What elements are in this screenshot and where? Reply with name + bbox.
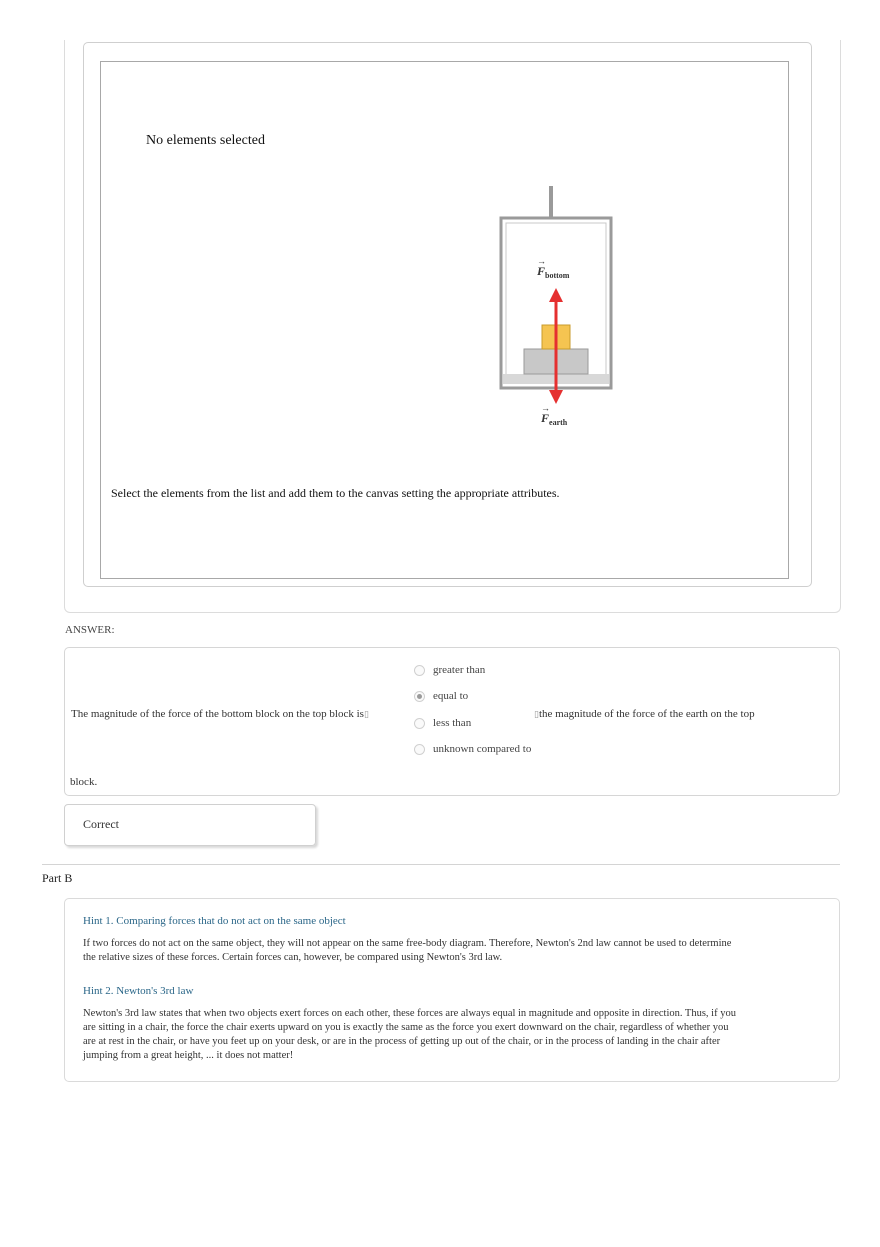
statement-start: The magnitude of the force of the bottom block on the top block is▯ (71, 708, 369, 720)
canvas-instruction: Select the elements from the list and add them to the canvas setting the appropriate attributes. (111, 486, 560, 500)
force-arrowhead-down (549, 390, 563, 404)
statement-end: ▯the magnitude of the force of the earth on the top (534, 708, 755, 720)
drawing-canvas[interactable] (100, 61, 789, 579)
option-label: less than (433, 717, 472, 729)
option-unknown-compared-to[interactable] (414, 743, 531, 755)
radio-equal-to[interactable] (414, 691, 425, 702)
radio-less-than[interactable] (414, 718, 425, 729)
elevator-figure (497, 182, 617, 427)
radio-greater-than[interactable] (414, 665, 425, 676)
option-equal-to[interactable] (414, 690, 468, 702)
hint-2-text: Newton's 3rd law states that when two objects exert forces on each other, these forces are always equal in magnitude and opposite in direction. Thus, if you are sitting in a chair, the force the chair exerts upward on you is exactly the same as the force you exert downward on the chair, regardless of whether you are at rest in the chair, or have you feet up on your desk, or are in the process of getting up out of the chair, or in the process of landing in the chair after jumping from a great height, ... it does not matter! (83, 1008, 736, 1061)
answer-label: ANSWER: (65, 624, 115, 636)
option-label: greater than (433, 664, 486, 676)
option-label: unknown compared to (433, 743, 532, 755)
part-b-title: Part B (42, 871, 73, 885)
radio-unknown-compared-to[interactable] (414, 744, 425, 755)
canvas-status-message: No elements selected (146, 133, 265, 148)
hint-1-text: If two forces do not act on the same object, they will not appear on the same free-body diagram. Therefore, Newton's 2nd law cannot be used to determine the relative sizes of these forces. Certain forces can, however, be compared using Newton's 3rd law. (83, 938, 732, 963)
statement-tail: block. (70, 776, 98, 788)
option-label: equal to (433, 690, 469, 702)
section-divider (42, 864, 840, 865)
hint-2-title[interactable]: Hint 2. Newton's 3rd law (83, 985, 194, 997)
option-greater-than[interactable] (414, 664, 485, 676)
option-less-than[interactable] (414, 717, 471, 729)
svg-text:→: → (537, 256, 546, 266)
elevator-cable (549, 186, 553, 218)
force-label-bottom: $F_{bottom}$ (537, 264, 570, 280)
svg-text:→: → (541, 403, 550, 413)
feedback-status: Correct (83, 817, 119, 831)
feedback-box (64, 804, 316, 846)
force-label-earth: $F_{earth}$ (541, 411, 568, 427)
hint-1-title[interactable]: Hint 1. Comparing forces that do not act on the same object (83, 915, 346, 927)
